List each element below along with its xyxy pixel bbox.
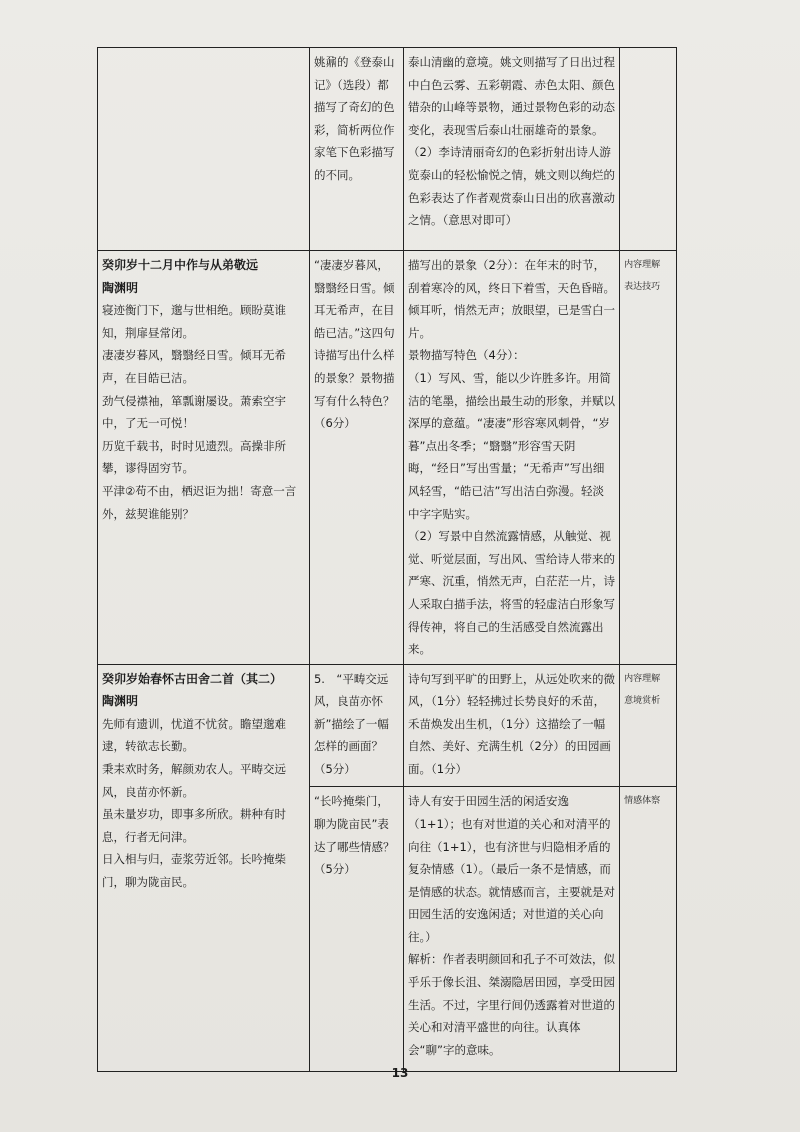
category-tag: 内容理解 xyxy=(624,260,661,270)
question-text: “长吟掩柴门，聊为陇亩民”表达了哪些情感？（5分） xyxy=(313,794,395,877)
question-cell xyxy=(309,664,403,787)
answer-paragraph: 解析：作者表明颜回和孔子不可效法，似乎乐于像长沮、桀溺隐居田园，享受田园生活。不过，字里行间仍透露着对世道的关心和对清平盛世的向往。认真体会“聊”字的意味。 xyxy=(408,952,616,1057)
poem-line: 秉耒欢时务，解颜劝农人。平畴交远风，良苗亦怀新。 xyxy=(102,762,286,799)
category-tag: 内容理解 xyxy=(624,673,661,684)
question-text: 姚鼐的《登泰山记》（选段）都描写了奇幻的色彩，简析两位作家笔下色彩描写的不同。 xyxy=(313,55,395,182)
question-cell xyxy=(309,48,403,251)
poem-author: 陶渊明 xyxy=(102,694,139,709)
tag-cell xyxy=(620,664,677,787)
answer-paragraph: （1）写风、雪，能以少许胜多许。用简洁的笔墨，描绘出最生动的形象，并赋以深厚的意蕴。“凄凄”形容寒风刺骨，“岁暮”点出冬季；“翳翳”形容雪天阴晦，“经日”写出雪量；“无希声”写出细风轻雪，“皓已洁”写出洁白弥漫。轻淡中字字贴实。 xyxy=(408,370,616,521)
answer-cell xyxy=(404,787,620,1071)
poem-line: 先师有遗训，忧道不忧贫。瞻望邈难逮，转欲志长勤。 xyxy=(102,716,286,754)
table-row xyxy=(98,664,677,787)
answer-paragraph: 诗句写到平旷的田野上，从远处吹来的微风，（1分）轻轻拂过长势良好的禾苗，禾苗焕发出生机，（1分）这描绘了一幅自然、美好、充满生机（2分）的田园画面。（1分） xyxy=(408,671,616,777)
answer-paragraph: 景物描写特色（4分）： xyxy=(408,348,525,363)
table-row xyxy=(98,251,677,665)
poem-line: 寝迹衡门下，邈与世相绝。顾盼莫谁知，荆扉昼常闭。 xyxy=(102,303,286,340)
poem-cell xyxy=(98,664,310,1071)
answer-paragraph: 诗人有安于田园生活的闲适安逸（1+1）；也有对世道的关心和对清平的向往（1+1），也有济世与归隐相矛盾的复杂情感（1）。（最后一条不是情感，而是情感的状态。就情感而言，主要就是对田园生活的安逸闲适；对世道的关心向往。） xyxy=(408,794,616,944)
table-row xyxy=(98,48,677,251)
poem-line: 平津②苟不由，栖迟讵为拙！寄意一言外，兹契谁能别？ xyxy=(102,483,297,521)
poem-cell xyxy=(98,48,310,251)
poem-line: 凄凄岁暮风，翳翳经日雪。倾耳无希声，在目皓已洁。 xyxy=(102,348,286,385)
poem-cell xyxy=(98,251,310,665)
poem-line: 日入相与归，壶浆劳近邻。长吟掩柴门，聊为陇亩民。 xyxy=(102,852,286,890)
tag-cell xyxy=(620,787,677,1071)
category-tag: 表达技巧 xyxy=(624,282,661,292)
answer-paragraph: 泰山清幽的意境。姚文则描写了日出过程中白色云雾、五彩朝霞、赤色太阳、颜色错杂的山峰等景物，通过景物色彩的动态变化，表现雪后泰山壮丽雄奇的景象。 xyxy=(408,55,616,137)
answer-paragraph: （2）写景中自然流露情感，从触觉、视觉、听觉层面，写出风、雪给诗人带来的严寒、沉重，悄然无声，白茫茫一片，诗人采取白描手法，将雪的轻虚洁白形象写得传神，将自己的生活感受自然流露出来。 xyxy=(408,529,616,657)
poem-line: 虽未量岁功，即事多所欣。耕种有时息，行者无问津。 xyxy=(102,807,286,844)
question-cell xyxy=(309,787,403,1071)
answer-cell xyxy=(404,251,620,665)
question-text: 5. “平畴交远风，良苗亦怀新”描绘了一幅怎样的画面？（5分） xyxy=(313,671,389,777)
tag-cell xyxy=(620,48,677,251)
question-cell xyxy=(309,251,403,665)
category-tag: 意境赏析 xyxy=(624,695,661,706)
poem-line: 历览千载书，时时见遗烈。高操非所攀，谬得固穷节。 xyxy=(102,438,286,476)
page-number: 13 xyxy=(391,1066,409,1080)
answer-paragraph: 描写出的景象（2分）：在年末的时节，刮着寒冷的风，终日下着雪，天色昏暗。倾耳听，悄然无声；放眼望，已是雪白一片。 xyxy=(408,258,616,340)
exam-answer-table xyxy=(97,47,677,1072)
poem-title: 癸卯岁始春怀古田舍二首（其二） xyxy=(102,671,283,686)
category-tag: 情感体察 xyxy=(624,796,661,807)
poem-line: 劲气侵襟袖，箪瓢谢屡设。萧索空宇中，了无一可悦！ xyxy=(102,393,286,431)
poem-author: 陶渊明 xyxy=(102,280,139,295)
answer-paragraph: （2）李诗清丽奇幻的色彩折射出诗人游览泰山的轻松愉悦之情，姚文则以绚烂的色彩表达了作者观赏泰山日出的欣喜激动之情。（意思对即可） xyxy=(408,145,616,228)
answer-cell xyxy=(404,664,620,787)
question-text: “凄凄岁暮风，翳翳经日雪。倾耳无希声，在目皓已洁。”这四句诗描写出什么样的景象？景物描写有什么特色？（6分） xyxy=(313,258,395,431)
poem-title: 癸卯岁十二月中作与从弟敬远 xyxy=(102,258,259,272)
tag-cell xyxy=(620,251,677,665)
answer-cell xyxy=(404,48,620,251)
